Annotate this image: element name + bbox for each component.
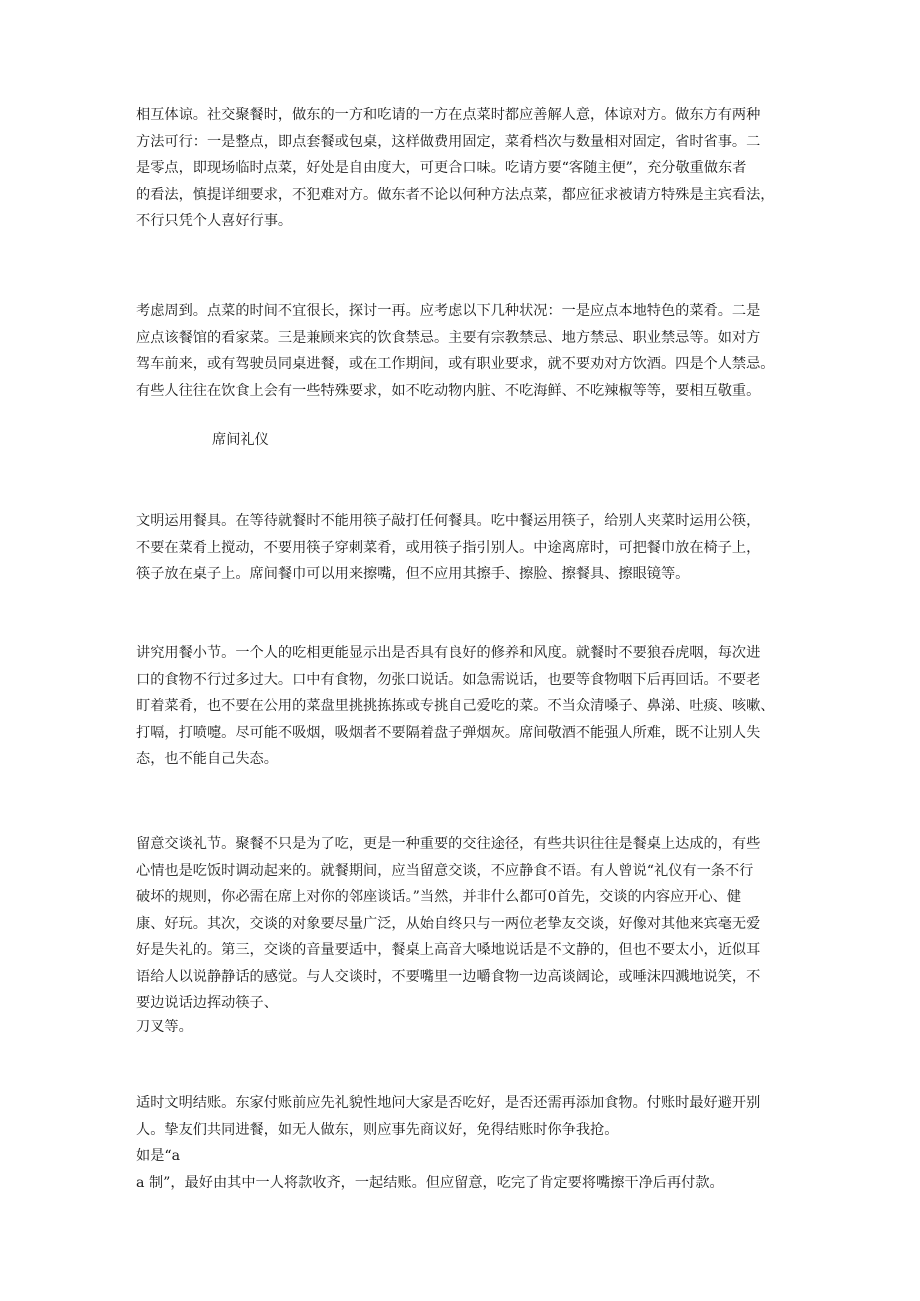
- text-line: 有些人往往在饮食上会有一些特殊要求，如不吃动物内脏、不吃海鲜、不吃辣椒等等，要相互敬重。: [136, 382, 761, 399]
- text-line: 不行只凭个人喜好行事。: [136, 213, 293, 229]
- paragraph-ordering-consideration: [136, 102, 798, 235]
- text-line: 态，也不能自己失态。: [136, 751, 278, 767]
- text-line: 考虑周到。点菜的时间不宜很长，探讨一再。应考虑以下几种状况：一是应点本地特色的菜肴。二是: [136, 303, 761, 319]
- text-line: 心情也是吃饭时调动起来的。就餐期间，应当留意交谈，不应静食不语。有人曾说“礼仪有一条不行: [136, 862, 754, 879]
- paragraph-thoughtful: [136, 298, 798, 404]
- text-line: 不要在菜肴上搅动，不要用筷子穿刺菜肴，或用筷子指引别人。中途离席时，可把餐巾放在椅子上，: [136, 539, 761, 556]
- text-line: 筷子放在桌子上。席间餐巾可以用来擦嘴，但不应用其擦手、擦脸、擦餐具、擦眼镜等。: [136, 566, 690, 582]
- text-line: a 制”，最好由其中一人将款收齐，一起结账。但应留意，吃完了肯定要将嘴擦干净后再付款。: [136, 1174, 724, 1191]
- text-line: 留意交谈礼节。聚餐不只是为了吃，更是一种重要的交往途径，有些共识往往是餐桌上达成的，有些: [136, 836, 761, 852]
- text-line: 文明运用餐具。在等待就餐时不能用筷子敲打任何餐具。吃中餐运用筷子，给别人夹菜时运用公筷，: [136, 513, 761, 529]
- text-line: 要边说话边挥动筷子、: [136, 995, 278, 1011]
- text-line: 方法可行：一是整点，即点套餐或包桌，这样做费用固定，菜肴档次与数量相对固定，省时省事。二: [136, 133, 761, 150]
- text-line: 应点该餐馆的看家菜。三是兼顾来宾的饮食禁忌。主要有宗教禁忌、地方禁忌、职业禁忌等。如对方: [136, 329, 761, 346]
- text-line: 的看法，慎提详细要求，不犯难对方。做东者不论以何种方法点菜，都应征求被请方特殊是主宾看法，: [136, 186, 775, 203]
- text-line: 语给人以说静静话的感觉。与人交谈时，不要嘴里一边嚼食物一边高谈阔论，或唾沫四溅地说笑，不: [136, 968, 761, 985]
- text-line: 适时文明结账。东家付账前应先礼貌性地问大家是否吃好，是否还需再添加食物。付账时最好避开别: [136, 1095, 761, 1111]
- text-line: 相互体谅。社交聚餐时，做东的一方和吃请的一方在点菜时都应善解人意，体谅对方。做东方有两种: [136, 107, 761, 123]
- section-heading: 席间礼仪: [212, 432, 269, 448]
- text-line: 讲究用餐小节。一个人的吃相更能显示出是否具有良好的修养和风度。就餐时不要狼吞虎咽，每次进: [136, 645, 761, 661]
- text-line: 好是失礼的。第三，交谈的音量要适中，餐桌上高音大嗓地说话是不文静的，但也不要太小，近似耳: [136, 942, 761, 958]
- paragraph-table-manners: [136, 640, 798, 773]
- paragraph-utensils: [136, 508, 798, 588]
- text-line: 康、好玩。其次，交谈的对象要尽量广泛，从始自终只与一两位老挚友交谈，好像对其他来宾毫无爱: [136, 915, 761, 932]
- text-line: 盯着菜肴，也不要在公用的菜盘里挑挑拣拣或专挑自己爱吃的菜。不当众清嗓子、鼻涕、吐痰、咳嗽、: [136, 698, 775, 714]
- paragraph-conversation: [136, 831, 798, 1037]
- text-line: 是零点，即现场临时点菜，好处是自由度大，可更合口味。吃请方要“客随主便”，充分敬重做东者: [136, 160, 747, 176]
- text-line: 刀叉等。: [136, 1018, 193, 1035]
- text-line: 驾车前来，或有驾驶员同桌进餐，或在工作期间，或有职业要求，就不要劝对方饮酒。四是个人禁忌。: [136, 356, 775, 372]
- text-line: 破坏的规则，你必需在席上对你的邻座谈话。”当然，并非什么都可0首先，交谈的内容应开心、健: [136, 889, 742, 905]
- text-line: 口的食物不行过多过大。口中有食物，勿张口说话。如急需说话，也要等食物咽下后再回话。不要老: [136, 671, 761, 688]
- text-line: 如是“a: [136, 1148, 181, 1164]
- text-line: 打嗝，打喷嚏。尽可能不吸烟，吸烟者不要隔着盘子弹烟灰。席间敬酒不能强人所难，既不让别人失: [136, 724, 761, 741]
- paragraph-checkout: [136, 1090, 798, 1196]
- text-line: 人。挚友们共同进餐，如无人做东，则应事先商议好，免得结账时你争我抢。: [136, 1121, 619, 1138]
